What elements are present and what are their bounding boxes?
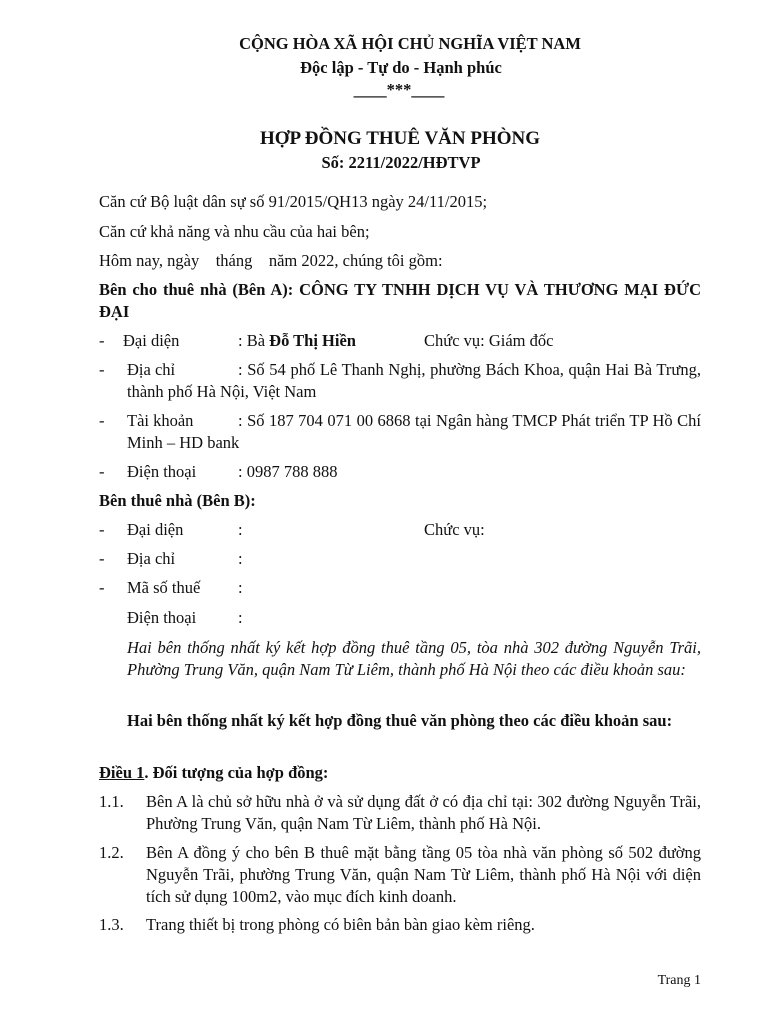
colon: : xyxy=(238,608,243,627)
party-a-rep-value xyxy=(238,330,356,352)
preamble-line-2: Căn cứ khả năng và nhu cầu của hai bên; xyxy=(99,222,370,241)
bullet-dash: - xyxy=(99,360,105,379)
party-a-phone-row xyxy=(99,461,701,483)
party-b-address-label: Địa chỉ xyxy=(127,549,176,568)
party-a-account-value: Số 187 704 071 00 6868 tại Ngân hàng TMCP Phát triển TP Hồ Chí Minh – HD bank xyxy=(127,411,701,452)
party-a-rep-name: Đỗ Thị Hiền xyxy=(269,331,356,350)
party-a-rep-prefix: : Bà xyxy=(238,331,270,350)
contract-title: HỢP ĐỒNG THUÊ VĂN PHÒNG xyxy=(259,128,541,149)
article-1-item xyxy=(99,914,701,936)
party-a-heading-label: Bên cho thuê nhà (Bên A): xyxy=(99,280,294,299)
party-a-rep-label: Đại diện xyxy=(123,331,180,350)
preamble-line-1: Căn cứ Bộ luật dân sự số 91/2015/QH13 ngày 24/11/2015; xyxy=(99,192,488,211)
party-a-company-name: CÔNG TY TNHH DỊCH VỤ VÀ THƯƠNG MẠI ĐỨC ĐẠI xyxy=(99,280,701,321)
party-b-address-row xyxy=(99,548,701,570)
article-1-label: Điều 1 xyxy=(99,763,145,782)
party-a-account-row xyxy=(99,410,701,454)
party-a-phone-label: Điện thoại xyxy=(127,462,197,481)
party-b-position: Chức vụ: xyxy=(424,520,485,539)
party-a-heading xyxy=(99,279,701,323)
bullet-dash: - xyxy=(99,549,105,568)
party-b-phone-label: Điện thoại xyxy=(127,608,197,627)
party-b-tax-label: Mã số thuế xyxy=(127,578,201,597)
colon: : xyxy=(238,578,243,597)
party-a-address-label: Địa chỉ xyxy=(127,360,176,379)
item-number: 1.3. xyxy=(99,915,124,934)
bullet-dash: - xyxy=(99,462,105,481)
national-title: CỘNG HÒA XÃ HỘI CHỦ NGHĨA VIỆT NAM xyxy=(239,34,581,53)
agreement-bold: Hai bên thống nhất ký kết hợp đồng thuê văn phòng theo các điều khoản sau: xyxy=(127,711,673,730)
colon: : xyxy=(238,411,248,430)
colon: : xyxy=(238,520,243,539)
article-1-item xyxy=(99,791,701,835)
bullet-dash: - xyxy=(99,411,105,430)
colon: : xyxy=(238,549,243,568)
national-motto: Độc lập - Tự do - Hạnh phúc xyxy=(300,58,502,77)
party-a-address xyxy=(127,359,701,403)
party-a-address-row xyxy=(99,359,701,403)
party-a-account-label: Tài khoản xyxy=(127,411,194,430)
party-b-representative-row xyxy=(99,519,701,541)
bullet-dash: - xyxy=(99,520,105,539)
preamble-line-3: Hôm nay, ngày tháng năm 2022, chúng tôi gồm: xyxy=(99,251,443,270)
agreement-italic: Hai bên thống nhất ký kết hợp đồng thuê tầng 05, tòa nhà 302 đường Nguyễn Trãi, Phường Trung Văn, quận Nam Từ Liêm, thành phố Hà Nội theo các điều khoản sau: xyxy=(127,638,701,679)
bullet-dash: - xyxy=(99,578,105,597)
item-number: 1.2. xyxy=(99,843,124,862)
colon: : xyxy=(238,360,248,379)
article-1-heading xyxy=(99,762,701,784)
party-b-phone-row xyxy=(99,607,701,629)
item-text: Trang thiết bị trong phòng có biên bản bàn giao kèm riêng. xyxy=(146,915,535,934)
header-separator: ____***____ xyxy=(353,80,445,99)
party-a-address-value: Số 54 phố Lê Thanh Nghị, phường Bách Khoa, quận Hai Bà Trưng, thành phố Hà Nội, Việt Nam xyxy=(127,360,701,401)
party-b-tax-row xyxy=(99,577,701,599)
bullet-dash: - xyxy=(99,331,105,350)
party-a-phone-value: : 0987 788 888 xyxy=(238,462,338,481)
party-b-rep-label: Đại diện xyxy=(127,520,184,539)
party-b-heading: Bên thuê nhà (Bên B): xyxy=(99,491,256,510)
contract-number: Số: 2211/2022/HĐTVP xyxy=(321,153,481,172)
party-a-account xyxy=(127,410,701,454)
page-number: Trang 1 xyxy=(657,973,701,988)
item-text: Bên A đồng ý cho bên B thuê mặt bằng tầng 05 tòa nhà văn phòng số 502 đường Nguyễn Trãi, phường Trung Văn, quận Nam Từ Liêm, thành phố Hà Nội với diện tích sử dụng 100m2, vào mục đích kinh doanh. xyxy=(146,843,701,906)
article-1-item xyxy=(99,842,701,908)
item-number: 1.1. xyxy=(99,792,124,811)
item-text: Bên A là chủ sở hữu nhà ở và sử dụng đất ở có địa chỉ tại: 302 đường Nguyễn Trãi, Phường Trung Văn, quận Nam Từ Liêm, thành phố Hà Nội. xyxy=(146,792,701,833)
article-1-title: . Đối tượng của hợp đồng: xyxy=(144,763,329,782)
party-a-representative-row xyxy=(99,330,701,352)
party-a-position: Chức vụ: Giám đốc xyxy=(424,331,554,350)
